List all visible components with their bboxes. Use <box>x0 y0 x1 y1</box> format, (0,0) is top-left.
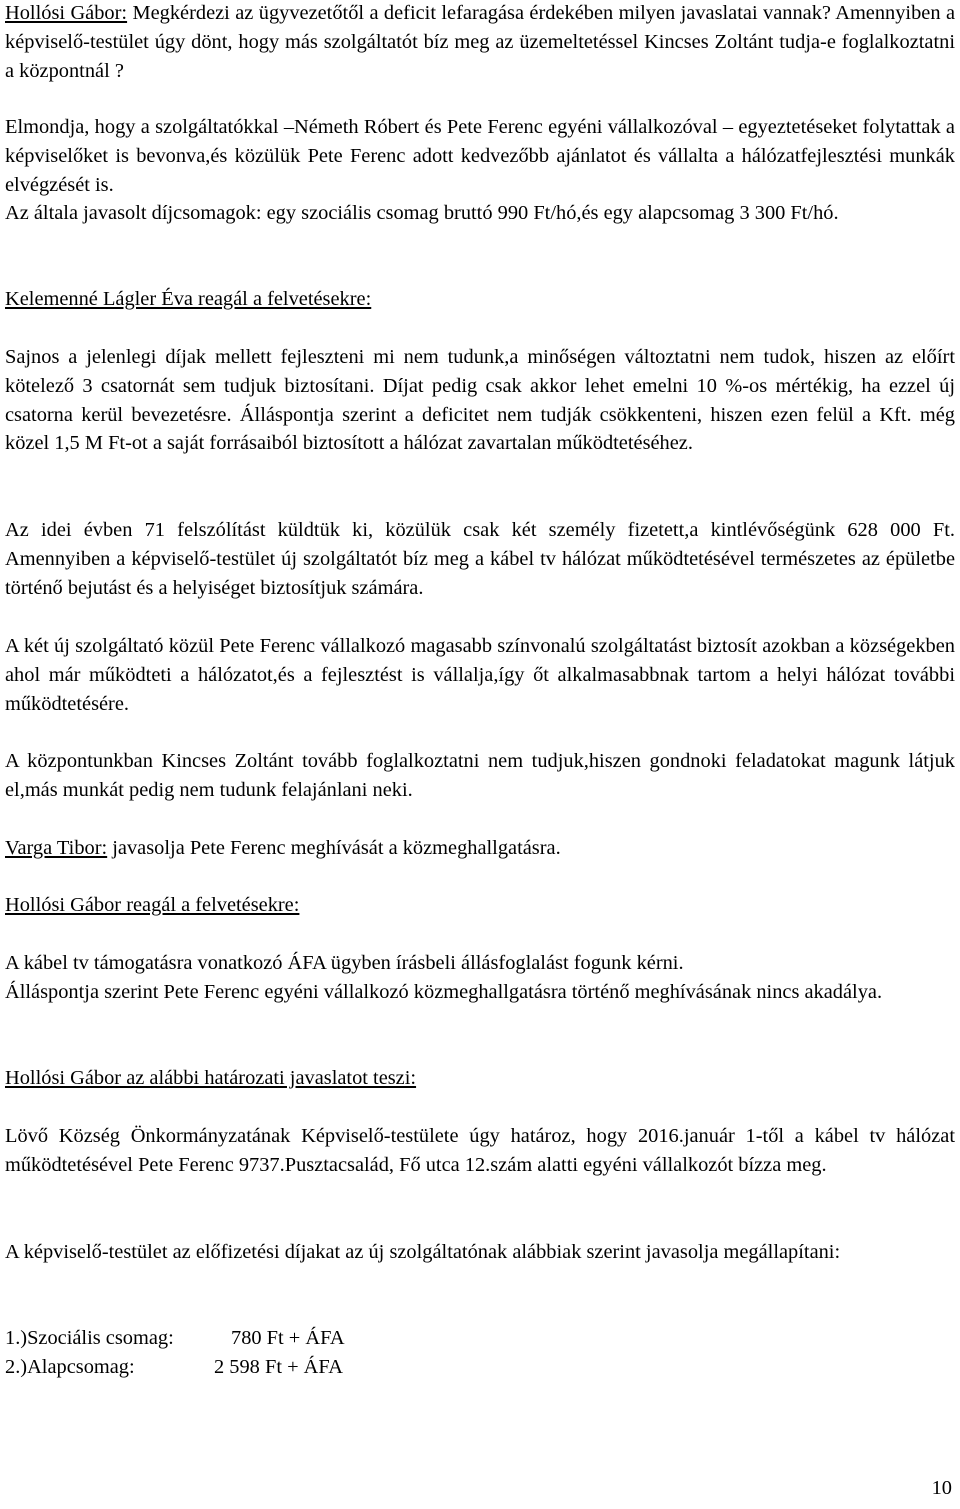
paragraph-subscription-fees: A képviselő-testület az előfizetési díjakat az új szolgáltatónak alábbiak szerint javasolja megállapítani: <box>5 1241 841 1263</box>
paragraph-vat-opinion: A kábel tv támogatásra vonatkozó ÁFA ügyben írásbeli állásfoglalást fogunk kérni. <box>5 952 684 974</box>
paragraph-negotiations: Elmondja, hogy a szolgáltatókkal –Németh Róbert és Pete Ferenc egyéni vállalkozóval – egyeztetéseket folytattak a képviselőket is bevonva,és közülük Pete Ferenc adott kedvezőbb ajánlatot és vállalta a hálózatfejlesztési munkák elvégzését is. <box>5 116 955 196</box>
heading-kelemenne-reaction: Kelemenné Lágler Éva reagál a felvetésekre: <box>5 288 372 310</box>
speaker-varga: Varga Tibor: <box>5 837 108 859</box>
heading-hollosi-reaction: Hollósi Gábor reagál a felvetésekre: <box>5 894 300 916</box>
list-item-basic-package: 2.)Alapcsomag: 2 598 Ft + ÁFA <box>5 1356 343 1378</box>
paragraph-text: Megkérdezi az ügyvezetőtől a deficit lefaragása érdekében milyen javaslatai vannak? Amennyiben a képviselő-testület úgy dönt, hogy más szolgáltatót bíz meg az üzemeltetéssel Kincses Zoltánt tudja-e foglalkoztatni a központnál ? <box>5 2 955 82</box>
speaker-hollosi: Hollósi Gábor: <box>5 2 128 24</box>
list-item-social-package: 1.)Szociális csomag: 780 Ft + ÁFA <box>5 1327 345 1349</box>
paragraph-receivables: Az idei évben 71 felszólítást küldtük ki, közülük csak két személy fizetett,a kintlévőségünk 628 000 Ft. Amennyiben a képviselő-testület új szolgáltatót bíz meg a kábel tv hálózat működtetésével természetes az épületbe történő bejutást és a helyiséget biztosítjuk számára. <box>5 519 955 599</box>
paragraph-resolution: Lövő Község Önkormányzatának Képviselő-testülete úgy határoz, hogy 2016.január 1-től a kábel tv hálózat működtetésével Pete Ferenc 9737.Pusztacsalád, Fő utca 12.szám alatti egyéni vállalkozót bízza meg. <box>5 1125 955 1176</box>
paragraph-varga: Varga Tibor: javasolja Pete Ferenc meghívását a közmeghallgatásra. <box>5 837 561 859</box>
paragraph-kincses-employment: A központunkban Kincses Zoltánt tovább foglalkoztatni nem tudjuk,hiszen gondnoki feladatokat magunk látjuk el,más munkát pedig nem tudunk felajánlani neki. <box>5 750 955 801</box>
paragraph-public-hearing: Álláspontja szerint Pete Ferenc egyéni vállalkozó közmeghallgatásra történő meghívásának nincs akadálya. <box>5 981 883 1003</box>
paragraph-hollosi-question <box>5 0 955 85</box>
heading-resolution-proposal: Hollósi Gábor az alábbi határozati javaslatot teszi: <box>5 1067 417 1089</box>
paragraph-proposed-packages: Az általa javasolt díjcsomagok: egy szociális csomag bruttó 990 Ft/hó,és egy alapcsomag 3 300 Ft/hó. <box>5 202 839 224</box>
paragraph-new-provider: A két új szolgáltató közül Pete Ferenc vállalkozó magasabb színvonalú szolgáltatást biztosít azokban a községekben ahol már működteti a hálózatot,és a fejlesztést is vállalja,így őt alkalmasabbnak tartom a helyi hálózat további működtetésére. <box>5 635 955 715</box>
page-number: 10 <box>931 1477 952 1499</box>
paragraph-fees-deficit: Sajnos a jelenlegi díjak mellett fejleszteni mi nem tudunk,a minőségen változtatni nem tudok, hiszen az előírt kötelező 3 csatornát sem tudjuk biztosítani. Díjat pedig csak akkor lehet emelni 10 %-os mértékig, ha ezzel új csatorna kerül bevezetésre. Álláspontja szerint a deficitet nem tudják csökkenteni, hiszen ezen felül a Kft. még közel 1,5 M Ft-ot a saját forrásaiból biztosított a hálózat zavartalan működtetéséhez. <box>5 346 955 455</box>
